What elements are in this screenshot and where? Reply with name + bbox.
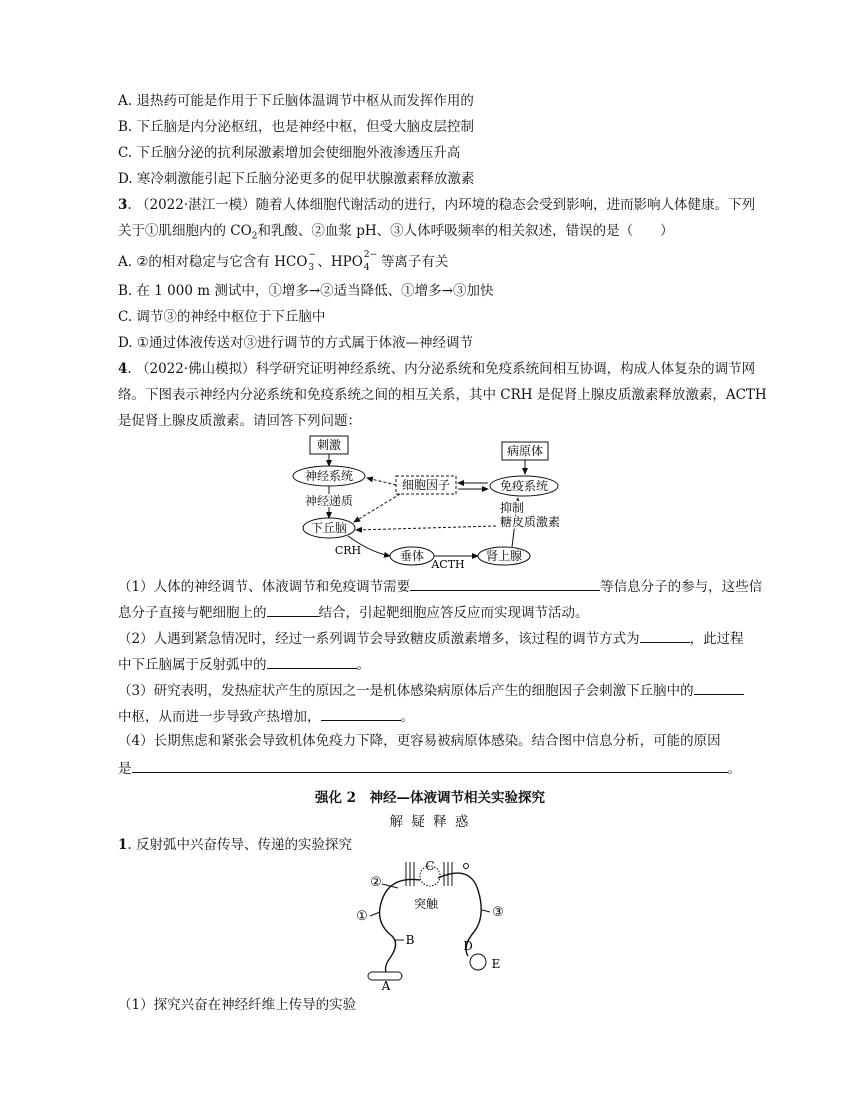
label-c: C	[425, 859, 435, 873]
q4-p4c: 。	[727, 761, 741, 777]
blank-signal-molecules[interactable]	[410, 576, 600, 591]
q3-stem-line2	[118, 222, 674, 246]
q4-p1b: 等信息分子的参与，这些信	[600, 579, 763, 595]
label-2: ②	[370, 875, 382, 890]
afferent-nerve	[380, 879, 420, 972]
hypothalamus-label: 下丘脑	[310, 521, 348, 535]
label-synapse: 突触	[413, 897, 439, 911]
q4-part1-line2	[118, 602, 589, 622]
hco3-charge	[307, 250, 317, 273]
label-d: D	[463, 939, 473, 953]
q4-source: （2022·佛山模拟）	[136, 361, 256, 377]
label-e: E	[491, 957, 501, 971]
effector-e	[470, 954, 486, 970]
immune-system-label: 免疫系统	[499, 479, 549, 493]
q4-p1a: （1）人体的神经调节、体液调节和免疫调节需要	[118, 579, 411, 595]
neuro-immune-diagram	[290, 430, 580, 570]
synapse-terminal	[464, 864, 469, 869]
label-3: ③	[492, 905, 504, 920]
hpo4-charge	[363, 250, 381, 273]
hpo4-sub: 4	[363, 263, 370, 273]
q4-part4-line1: （4）长期焦虑和紧张会导致机体免疫力下降，更容易被病原体感染。结合图中信息分析，可能的原因	[118, 733, 721, 749]
item1-number: 1	[118, 837, 128, 853]
q3-stem-text1: 随着人体细胞代谢活动的进行，内环境的稳态会受到影响，进而影响人体健康。下列	[255, 197, 756, 213]
blank-reason[interactable]	[132, 758, 728, 773]
q3-source: （2022·湛江一模）	[136, 197, 256, 213]
q4-p2c: 中下丘脑属于反射弧中的	[118, 657, 267, 673]
q4-p3c: 。	[400, 709, 414, 725]
co2-subscript: 2	[251, 231, 258, 242]
q4-part2-line2	[118, 654, 370, 674]
glucocorticoid-label: 糖皮质激素	[499, 515, 561, 529]
acth-label: ACTH	[431, 558, 465, 570]
hco3-sup: −	[308, 250, 316, 260]
q2-option-a: A. 退热药可能是作用于下丘脑体温调节中枢从而发挥作用的	[118, 93, 474, 109]
transmitter-label: 神经递质	[304, 494, 354, 508]
nervous-system-label: 神经系统	[304, 469, 354, 483]
blank-reflex-arc-part[interactable]	[267, 654, 357, 669]
label-a: A	[381, 979, 391, 990]
hpo4-sup: 2−	[363, 250, 378, 260]
blank-center[interactable]	[694, 680, 744, 695]
blank-regulation-mode[interactable]	[640, 628, 690, 643]
section-subtitle: 解 疑 释 惑	[389, 814, 471, 830]
q4-p2b: ，此过程	[689, 631, 744, 647]
q4-stem-line3: 是促肾上腺皮质激素。请回答下列问题：	[118, 413, 361, 429]
q3-stem-line1: 3. （2022·湛江一模）随着人体细胞代谢活动的进行，内环境的稳态会受到影响，进而影响人体健康。下列	[118, 197, 756, 213]
q4-stem-line2: 络。下图表示神经内分泌系统和免疫系统之间的相互关系，其中 CRH 是促肾上腺皮质激素释放激素，ACTH	[118, 387, 767, 403]
q3-number: 3	[118, 197, 128, 213]
label-1: ①	[356, 909, 368, 924]
q2-option-d: D. 寒冷刺激能引起下丘脑分泌更多的促甲状腺激素释放激素	[118, 171, 475, 187]
stimulus-label: 刺激	[316, 438, 342, 452]
inhibit-label: 抑制	[499, 501, 525, 515]
q4-p2a: （2）人遇到紧急情况时，经过一系列调节会导致糖皮质激素增多，该过程的调节方式为	[118, 631, 640, 647]
sub1-heading: （1）探究兴奋在神经纤维上传导的实验	[118, 997, 357, 1013]
q3-stem-text2b: 和乳酸、②血浆 pH、③人体呼吸频率的相关叙述，错误的是（ ）	[257, 223, 674, 239]
q4-part3-line2	[118, 706, 414, 726]
q3-stem-text2a: 关于①肌细胞内的 CO	[118, 223, 252, 239]
q4-stem-line1: 4. （2022·佛山模拟）科学研究证明神经系统、内分泌系统和免疫系统间相互协调，构成人体复杂的调节网	[118, 361, 756, 377]
item1-text: . 反射弧中兴奋传导、传递的实验探究	[127, 837, 352, 853]
q2-option-c: C. 下丘脑分泌的抗利尿激素增加会使细胞外液渗透压升高	[118, 145, 461, 161]
pituitary-label: 垂体	[399, 549, 425, 563]
q3-option-b: B. 在 1 000 m 测试中，①增多→②适当降低、①增多→③加快	[118, 283, 494, 299]
q4-p1c: 息分子直接与靶细胞上的	[118, 605, 267, 621]
q4-part1-line1	[118, 576, 762, 596]
label-b: B	[405, 933, 415, 947]
q2-option-b: B. 下丘脑是内分泌枢纽，也是神经中枢，但受大脑皮层控制	[118, 119, 475, 135]
hco3-sub: 3	[308, 263, 315, 273]
reflex-arc-diagram	[350, 850, 520, 990]
q4-p4b: 是	[118, 761, 132, 777]
q4-part4-line2	[118, 758, 741, 778]
crh-label: CRH	[334, 544, 362, 557]
q3-option-c: C. 调节③的神经中枢位于下丘脑中	[118, 309, 326, 325]
q4-part2-line1	[118, 628, 744, 648]
adrenal-label: 肾上腺	[485, 549, 523, 563]
section-title: 强化 2 神经—体液调节相关实验探究	[314, 790, 546, 806]
pathogen-label: 病原体	[506, 444, 544, 458]
q3-option-d: D. ①通过体液传送对③进行调节的方式属于体液—神经调节	[118, 335, 474, 351]
q4-p3b: 中枢，从而进一步导致产热增加，	[118, 709, 321, 725]
q3-a-pre: A. ②的相对稳定与它含有 HCO	[118, 254, 308, 270]
blank-fever-result[interactable]	[321, 706, 401, 721]
q3-option-a	[118, 252, 448, 271]
q3-a-mid: 、HPO	[317, 254, 363, 270]
q4-number: 4	[118, 361, 128, 377]
q4-stem-text1: 科学研究证明神经系统、内分泌系统和免疫系统间相互协调，构成人体复杂的调节网	[255, 361, 756, 377]
q4-part3-line1	[118, 680, 744, 700]
q3-a-post: 等离子有关	[380, 254, 449, 270]
cytokine-label: 细胞因子	[401, 478, 451, 492]
q4-p3a: （3）研究表明，发热症状产生的原因之一是机体感染病原体后产生的细胞因子会刺激下丘脑中的	[118, 683, 694, 699]
q4-p2d: 。	[356, 657, 370, 673]
item1-heading	[118, 836, 352, 854]
q4-p1d: 结合，引起靶细胞应答反应而实现调节活动。	[318, 605, 589, 621]
blank-receptor[interactable]	[267, 602, 319, 617]
